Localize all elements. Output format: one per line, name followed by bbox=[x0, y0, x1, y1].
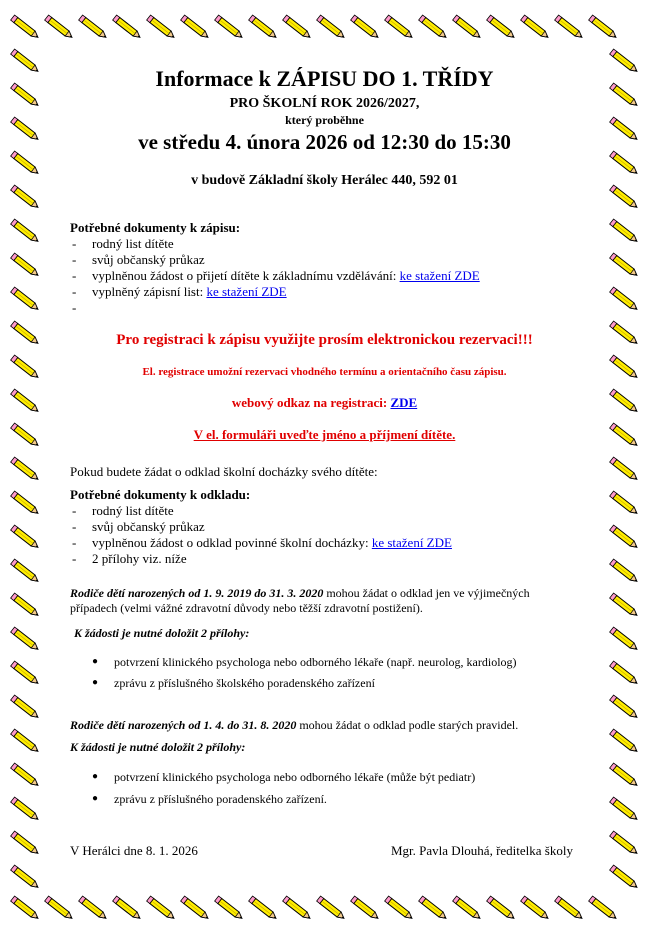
group2-dates: Rodiče dětí narozených od 1. 4. do 31. 8. 2020 bbox=[70, 718, 297, 732]
location: v budově Základní školy Herálec 440, 592 01 bbox=[191, 173, 458, 188]
bullet-icon: ● bbox=[92, 677, 99, 688]
download-application-link[interactable]: ke stažení ZDE bbox=[399, 268, 480, 283]
registration-instruction: V el. formuláři uveďte jméno a příjmení dítěte. bbox=[193, 427, 456, 442]
subtitle-which: který proběhne bbox=[285, 113, 364, 127]
group2-bullet-1: potvrzení klinického psychologa nebo odborného lékaře (může být pediatr) bbox=[114, 770, 476, 784]
docs-enrollment-heading: Potřebné dokumenty k zápisu: bbox=[70, 220, 241, 235]
group1-bullet-2: zprávu z příslušného školského poradenského zařízení bbox=[114, 676, 375, 690]
item-text: vyplněnou žádost o přijetí dítěte k základnímu vzdělávání: bbox=[92, 268, 400, 283]
group1-bullet-1: potvrzení klinického psychologa nebo odborného lékaře (např. neurolog, kardiolog) bbox=[114, 655, 517, 669]
registration-note: El. registrace umožní rezervaci vhodného termínu a orientačního času zápisu. bbox=[142, 366, 507, 378]
list-item-text bbox=[92, 284, 287, 300]
group1-dates: Rodiče dětí narozených od 1. 9. 2019 do 31. 3. 2020 bbox=[70, 586, 324, 600]
page-title: Informace k ZÁPISU DO 1. TŘÍDY bbox=[155, 66, 494, 91]
registration-link-label: webový odkaz na registraci: bbox=[231, 395, 391, 410]
group2-bullet-2: zprávu z příslušného poradenského zařízení. bbox=[114, 792, 327, 806]
list-item-text: rodný list dítěte bbox=[92, 236, 174, 251]
list-item: - bbox=[72, 551, 77, 566]
group2-lead-rest: mohou žádat o odklad podle starých pravidel. bbox=[296, 718, 519, 732]
signature: Mgr. Pavla Dlouhá, ředitelka školy bbox=[391, 843, 573, 858]
place-date: V Herálci dne 8. 1. 2026 bbox=[70, 843, 198, 858]
list-item-text bbox=[92, 535, 452, 551]
list-item: - bbox=[72, 252, 77, 267]
list-item: - bbox=[72, 503, 77, 518]
bullet-icon: ● bbox=[92, 656, 99, 667]
registration-link[interactable]: ZDE bbox=[390, 395, 418, 410]
group2-attachments-heading: K žádosti je nutné doložit 2 přílohy: bbox=[70, 740, 246, 754]
bullet-icon: ● bbox=[92, 771, 99, 782]
download-enrollment-sheet-link[interactable]: ke stažení ZDE bbox=[206, 284, 287, 299]
bullet-icon: ● bbox=[92, 793, 99, 804]
registration-link-line bbox=[0, 395, 649, 411]
list-item: - bbox=[72, 236, 77, 251]
download-postponement-link[interactable]: ke stažení ZDE bbox=[371, 535, 452, 550]
group1-line2: případech (velmi vážné zdravotní důvody nebo těžší zdravotní postižení). bbox=[70, 601, 423, 615]
list-item: - bbox=[72, 535, 77, 550]
item-text: vyplněný zápisní list: bbox=[92, 284, 207, 299]
docs-postponement-heading: Potřebné dokumenty k odkladu: bbox=[70, 487, 251, 502]
postponement-intro: Pokud budete žádat o odklad školní docházky svého dítěte: bbox=[70, 464, 378, 479]
list-item: - bbox=[72, 519, 77, 534]
list-item-text: 2 přílohy viz. níže bbox=[92, 551, 187, 566]
list-item-text: svůj občanský průkaz bbox=[92, 252, 205, 267]
list-item: - bbox=[72, 268, 77, 283]
group2-lead bbox=[70, 718, 518, 733]
item-text: vyplněnou žádost o odklad povinné školní docházky: bbox=[92, 535, 372, 550]
group1-lead bbox=[70, 586, 530, 601]
registration-main: Pro registraci k zápisu využijte prosím elektronickou rezervaci!!! bbox=[116, 332, 533, 348]
group1-lead-rest: mohou žádat o odklad jen ve výjimečných bbox=[323, 586, 530, 600]
list-item: - bbox=[72, 284, 77, 299]
list-item-text: svůj občanský průkaz bbox=[92, 519, 205, 534]
school-year: PRO ŠKOLNÍ ROK 2026/2027, bbox=[229, 96, 420, 111]
list-item-text bbox=[92, 268, 480, 284]
list-item: - bbox=[72, 300, 77, 315]
group1-attachments-heading: K žádosti je nutné doložit 2 přílohy: bbox=[74, 626, 250, 640]
list-item-text: rodný list dítěte bbox=[92, 503, 174, 518]
date-time: ve středu 4. února 2026 od 12:30 do 15:30 bbox=[138, 130, 511, 154]
